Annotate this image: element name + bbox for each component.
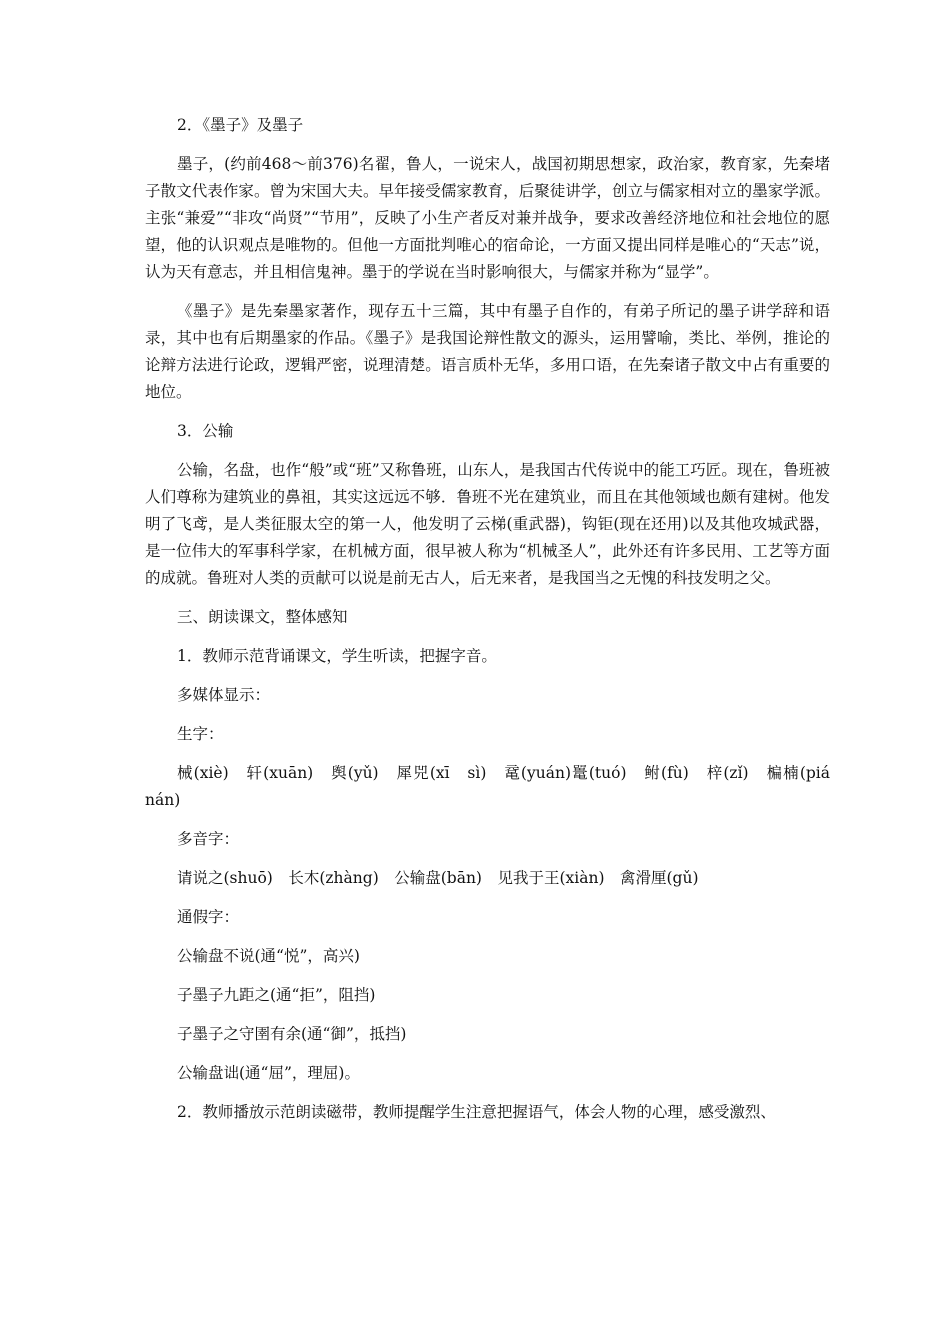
new-words-label: 生字： xyxy=(177,725,224,743)
item-1: 1．教师示范背诵课文，学生听读，把握字音。 xyxy=(177,647,497,665)
loan-word-2: 子墨子九距之(通“拒”，阻挡) xyxy=(177,986,376,1004)
paragraph-gongshu: 公输，名盘，也作“般”或“班”又称鲁班，山东人，是我国古代传说中的能工巧匠。现在，鲁班被人们尊称为建筑业的鼻祖，其实这远远不够．鲁班不光在建筑业，而且在其他领域也颇有建树。他发明了飞鸢，是人类征服太空的第一人，他发明了云梯(重武器)，钩钜(现在还用)以及其他攻城武器，是一位伟大的军事科学家，在机械方面，很早被人称为“机械圣人”，此外还有许多民用、工艺等方面的成就。鲁班对人类的贡献可以说是前无古人，后无来者，是我国当之无愧的科技发明之父。 xyxy=(145,461,830,587)
new-words-list: 械(xiè) 轩(xuān) 舆(yǔ) 犀兕(xī sì) 鼋(yuán)鼍(tuó) 鲋(fù) 梓(zǐ) 楄楠(piá nán) xyxy=(145,764,846,809)
heading-mozi: 2．《墨子》及墨子 xyxy=(177,116,304,134)
loan-word-4: 公输盘诎(通“屈”，理屈)。 xyxy=(177,1064,360,1082)
heading-gongshu: 3．公输 xyxy=(177,422,234,440)
multimedia-label: 多媒体显示： xyxy=(177,686,271,704)
loan-word-3: 子墨子之守圉有余(通“御”，抵挡) xyxy=(177,1025,407,1043)
polyphone-label: 多音字： xyxy=(177,830,240,848)
item-2: 2．教师播放示范朗读磁带，教师提醒学生注意把握语气，体会人物的心理，感受激烈、 xyxy=(177,1103,776,1121)
polyphone-list: 请说之(shuō) 长木(zhàng) 公输盘(bān) 见我于王(xiàn) 禽滑厘(gǔ) xyxy=(177,869,699,887)
loan-word-1: 公输盘不说(通“悦”，高兴) xyxy=(177,947,360,965)
document-page xyxy=(145,112,846,1126)
heading-reading: 三、朗读课文，整体感知 xyxy=(177,608,348,626)
paragraph-mozi-book: 《墨子》是先秦墨家著作，现存五十三篇，其中有墨子自作的，有弟子所记的墨子讲学辞和语录，其中也有后期墨家的作品。《墨子》是我国论辩性散文的源头，运用譬喻，类比、举例，推论的论辩方法进行论政，逻辑严密，说理清楚。语言质朴无华，多用口语，在先秦诸子散文中占有重要的地位。 xyxy=(145,302,830,401)
paragraph-mozi-person: 墨子，(约前468～前376)名翟，鲁人，一说宋人，战国初期思想家，政治家，教育家，先秦堵子散文代表作家。曾为宋国大夫。早年接受儒家教育，后聚徒讲学，创立与儒家相对立的墨家学派。主张“兼爱”“非攻“尚贤”“节用”，反映了小生产者反对兼并战争，要求改善经济地位和社会地位的愿望，他的认识观点是唯物的。但他一方面批判唯心的宿命论，一方面又提出同样是唯心的“天志”说，认为天有意志，并且相信鬼神。墨于的学说在当时影响很大，与儒家并称为“显学”。 xyxy=(145,155,830,281)
loan-word-label: 通假字： xyxy=(177,908,240,926)
